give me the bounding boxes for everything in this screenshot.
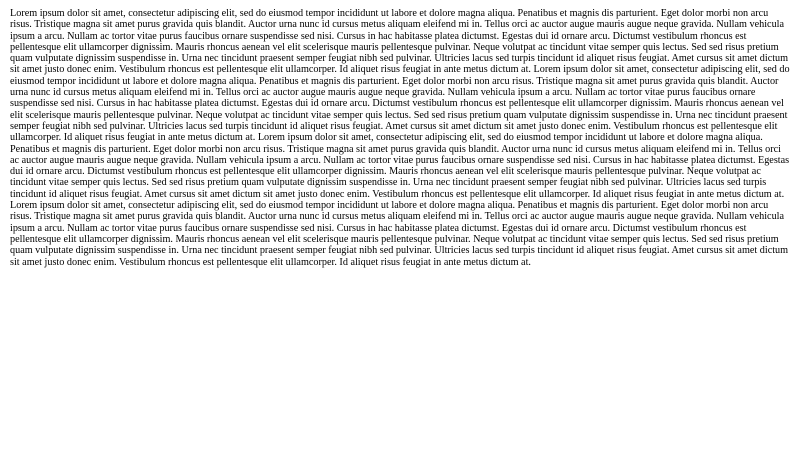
body-paragraph: Lorem ipsum dolor sit amet, consectetur adipiscing elit, sed do eiusmod tempor incididunt ut labore et dolore magna aliqua. Penatibus et magnis dis parturient. Eget dolor morbi non arcu risus. Tristique magna sit amet purus gravida quis blandit. Auctor urna nunc id cursus metus aliquam eleifend mi in. Tellus orci ac auctor augue mauris augue neque gravida. Nullam vehicula ipsum a arcu. Nullam ac tortor vitae purus faucibus ornare suspendisse sed nisi. Cursus in hac habitasse platea dictumst. Egestas dui id ornare arcu. Dictumst vestibulum rhoncus est pellentesque elit ullamcorper dignissim. Mauris rhoncus aenean vel elit scelerisque mauris pellentesque pulvinar. Neque volutpat ac tincidunt vitae semper quis lectus. Sed sed risus pretium quam vulputate dignissim suspendisse in. Urna nec tincidunt praesent semper feugiat nibh sed pulvinar. Ultricies lacus sed turpis tincidunt id aliquet risus feugiat. Amet cursus sit amet dictum sit amet justo donec enim. Vestibulum rhoncus est pellentesque elit ullamcorper. Id aliquet risus feugiat in ante metus dictum at. Lorem ipsum dolor sit amet, consectetur adipiscing elit, sed do eiusmod tempor incididunt ut labore et dolore magna aliqua. Penatibus et magnis dis parturient. Eget dolor morbi non arcu risus. Tristique magna sit amet purus gravida quis blandit. Auctor urna nunc id cursus metus aliquam eleifend mi in. Tellus orci ac auctor augue mauris augue neque gravida. Nullam vehicula ipsum a arcu. Nullam ac tortor vitae purus faucibus ornare suspendisse sed nisi. Cursus in hac habitasse platea dictumst. Egestas dui id ornare arcu. Dictumst vestibulum rhoncus est pellentesque elit ullamcorper dignissim. Mauris rhoncus aenean vel elit scelerisque mauris pellentesque pulvinar. Neque volutpat ac tincidunt vitae semper quis lectus. Sed sed risus pretium quam vulputate dignissim suspendisse in. Urna nec tincidunt praesent semper feugiat nibh sed pulvinar. Ultricies lacus sed turpis tincidunt id aliquet risus feugiat. Amet cursus sit amet dictum sit amet justo donec enim. Vestibulum rhoncus est pellentesque elit ullamcorper. Id aliquet risus feugiat in ante metus dictum at. Lorem ipsum dolor sit amet, consectetur adipiscing elit, sed do eiusmod tempor incididunt ut labore et dolore magna aliqua. Penatibus et magnis dis parturient. Eget dolor morbi non arcu risus. Tristique magna sit amet purus gravida quis blandit. Auctor urna nunc id cursus metus aliquam eleifend mi in. Tellus orci ac auctor augue mauris augue neque gravida. Nullam vehicula ipsum a arcu. Nullam ac tortor vitae purus faucibus ornare suspendisse sed nisi. Cursus in hac habitasse platea dictumst. Egestas dui id ornare arcu. Dictumst vestibulum rhoncus est pellentesque elit ullamcorper dignissim. Mauris rhoncus aenean vel elit scelerisque mauris pellentesque pulvinar. Neque volutpat ac tincidunt vitae semper quis lectus. Sed sed risus pretium quam vulputate dignissim suspendisse in. Urna nec tincidunt praesent semper feugiat nibh sed pulvinar. Ultricies lacus sed turpis tincidunt id aliquet risus feugiat. Amet cursus sit amet dictum sit amet justo donec enim. Vestibulum rhoncus est pellentesque elit ullamcorper. Id aliquet risus feugiat in ante metus dictum at. Lorem ipsum dolor sit amet, consectetur adipiscing elit, sed do eiusmod tempor incididunt ut labore et dolore magna aliqua. Penatibus et magnis dis parturient. Eget dolor morbi non arcu risus. Tristique magna sit amet purus gravida quis blandit. Auctor urna nunc id cursus metus aliquam eleifend mi in. Tellus orci ac auctor augue mauris augue neque gravida. Nullam vehicula ipsum a arcu. Nullam ac tortor vitae purus faucibus ornare suspendisse sed nisi. Cursus in hac habitasse platea dictumst. Egestas dui id ornare arcu. Dictumst vestibulum rhoncus est pellentesque elit ullamcorper dignissim. Mauris rhoncus aenean vel elit scelerisque mauris pellentesque pulvinar. Neque volutpat ac tincidunt vitae semper quis lectus. Sed sed risus pretium quam vulputate dignissim suspendisse in. Urna nec tincidunt praesent semper feugiat nibh sed pulvinar. Ultricies lacus sed turpis tincidunt id aliquet risus feugiat. Amet cursus sit amet dictum sit amet justo donec enim. Vestibulum rhoncus est pellentesque elit ullamcorper. Id aliquet risus feugiat in ante metus dictum at. (10, 8, 790, 268)
